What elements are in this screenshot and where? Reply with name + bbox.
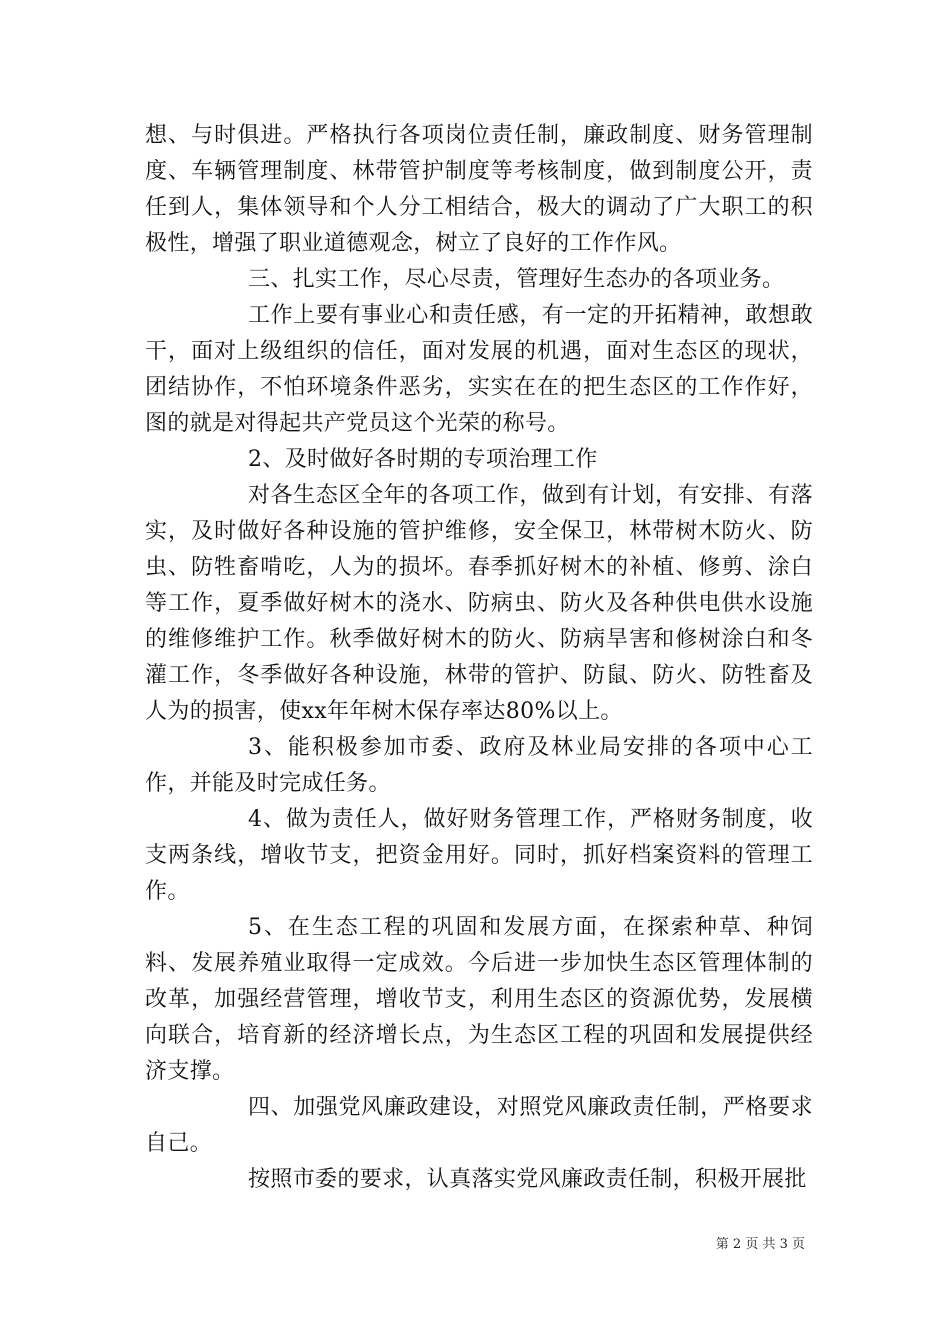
subheading-2: 2、及时做好各时期的专项治理工作	[248, 447, 598, 472]
paragraph: 对各生态区全年的各项工作，做到有计划，有安排、有落实，及时做好各种设施的管护维修，安全保卫，林带树木防火、防虫、防牲畜啃吃，人为的损坏。春季抓好树木的补植、修剪、涂白等工作，夏季做好树木的浇水、防病虫、防火及各种供电供水设施的维修维护工作。秋季做好树木的防火、防病旱害和修树涂白和冬灌工作，冬季做好各种设施，林带的管护、防鼠、防火、防牲畜及人为的损害，使xx年年树木保存率达80%以上。	[145, 483, 813, 724]
paragraph: 按照市委的要求，认真落实党风廉政责任制，积极开展批	[248, 1167, 807, 1192]
list-item-3: 3、能积极参加市委、政府及林业局安排的各项中心工作，并能及时完成任务。	[145, 735, 813, 796]
section-heading-3: 三、扎实工作，尽心尽责，管理好生态办的各项业务。	[248, 267, 785, 292]
paragraph: 工作上要有事业心和责任感，有一定的开拓精神，敢想敢干，面对上级组织的信任，面对发展的机遇，面对生态区的现状，团结协作，不怕环境条件恶劣，实实在在的把生态区的工作作好，图的就是对得起共产党员这个光荣的称号。	[145, 303, 813, 436]
paragraph-continuation: 想、与时俱进。严格执行各项岗位责任制，廉政制度、财务管理制度、车辆管理制度、林带管护制度等考核制度，做到制度公开，责任到人，集体领导和个人分工相结合，极大的调动了广大职工的积极性，增强了职业道德观念，树立了良好的工作作风。	[145, 123, 813, 256]
page-number-footer: 第 2 页 共 3 页	[715, 1237, 805, 1252]
section-heading-4: 四、加强党风廉政建设，对照党风廉政责任制，严格要求自己。	[145, 1095, 813, 1156]
document-body	[145, 118, 813, 1198]
list-item-5: 5、在生态工程的巩固和发展方面，在探索种草、种饲料、发展养殖业取得一定成效。今后进一步加快生态区管理体制的改革，加强经营管理，增收节支，利用生态区的资源优势，发展横向联合，培育新的经济增长点，为生态区工程的巩固和发展提供经济支撑。	[145, 915, 813, 1084]
list-item-4: 4、做为责任人，做好财务管理工作，严格财务制度，收支两条线，增收节支，把资金用好。同时，抓好档案资料的管理工作。	[145, 807, 813, 904]
